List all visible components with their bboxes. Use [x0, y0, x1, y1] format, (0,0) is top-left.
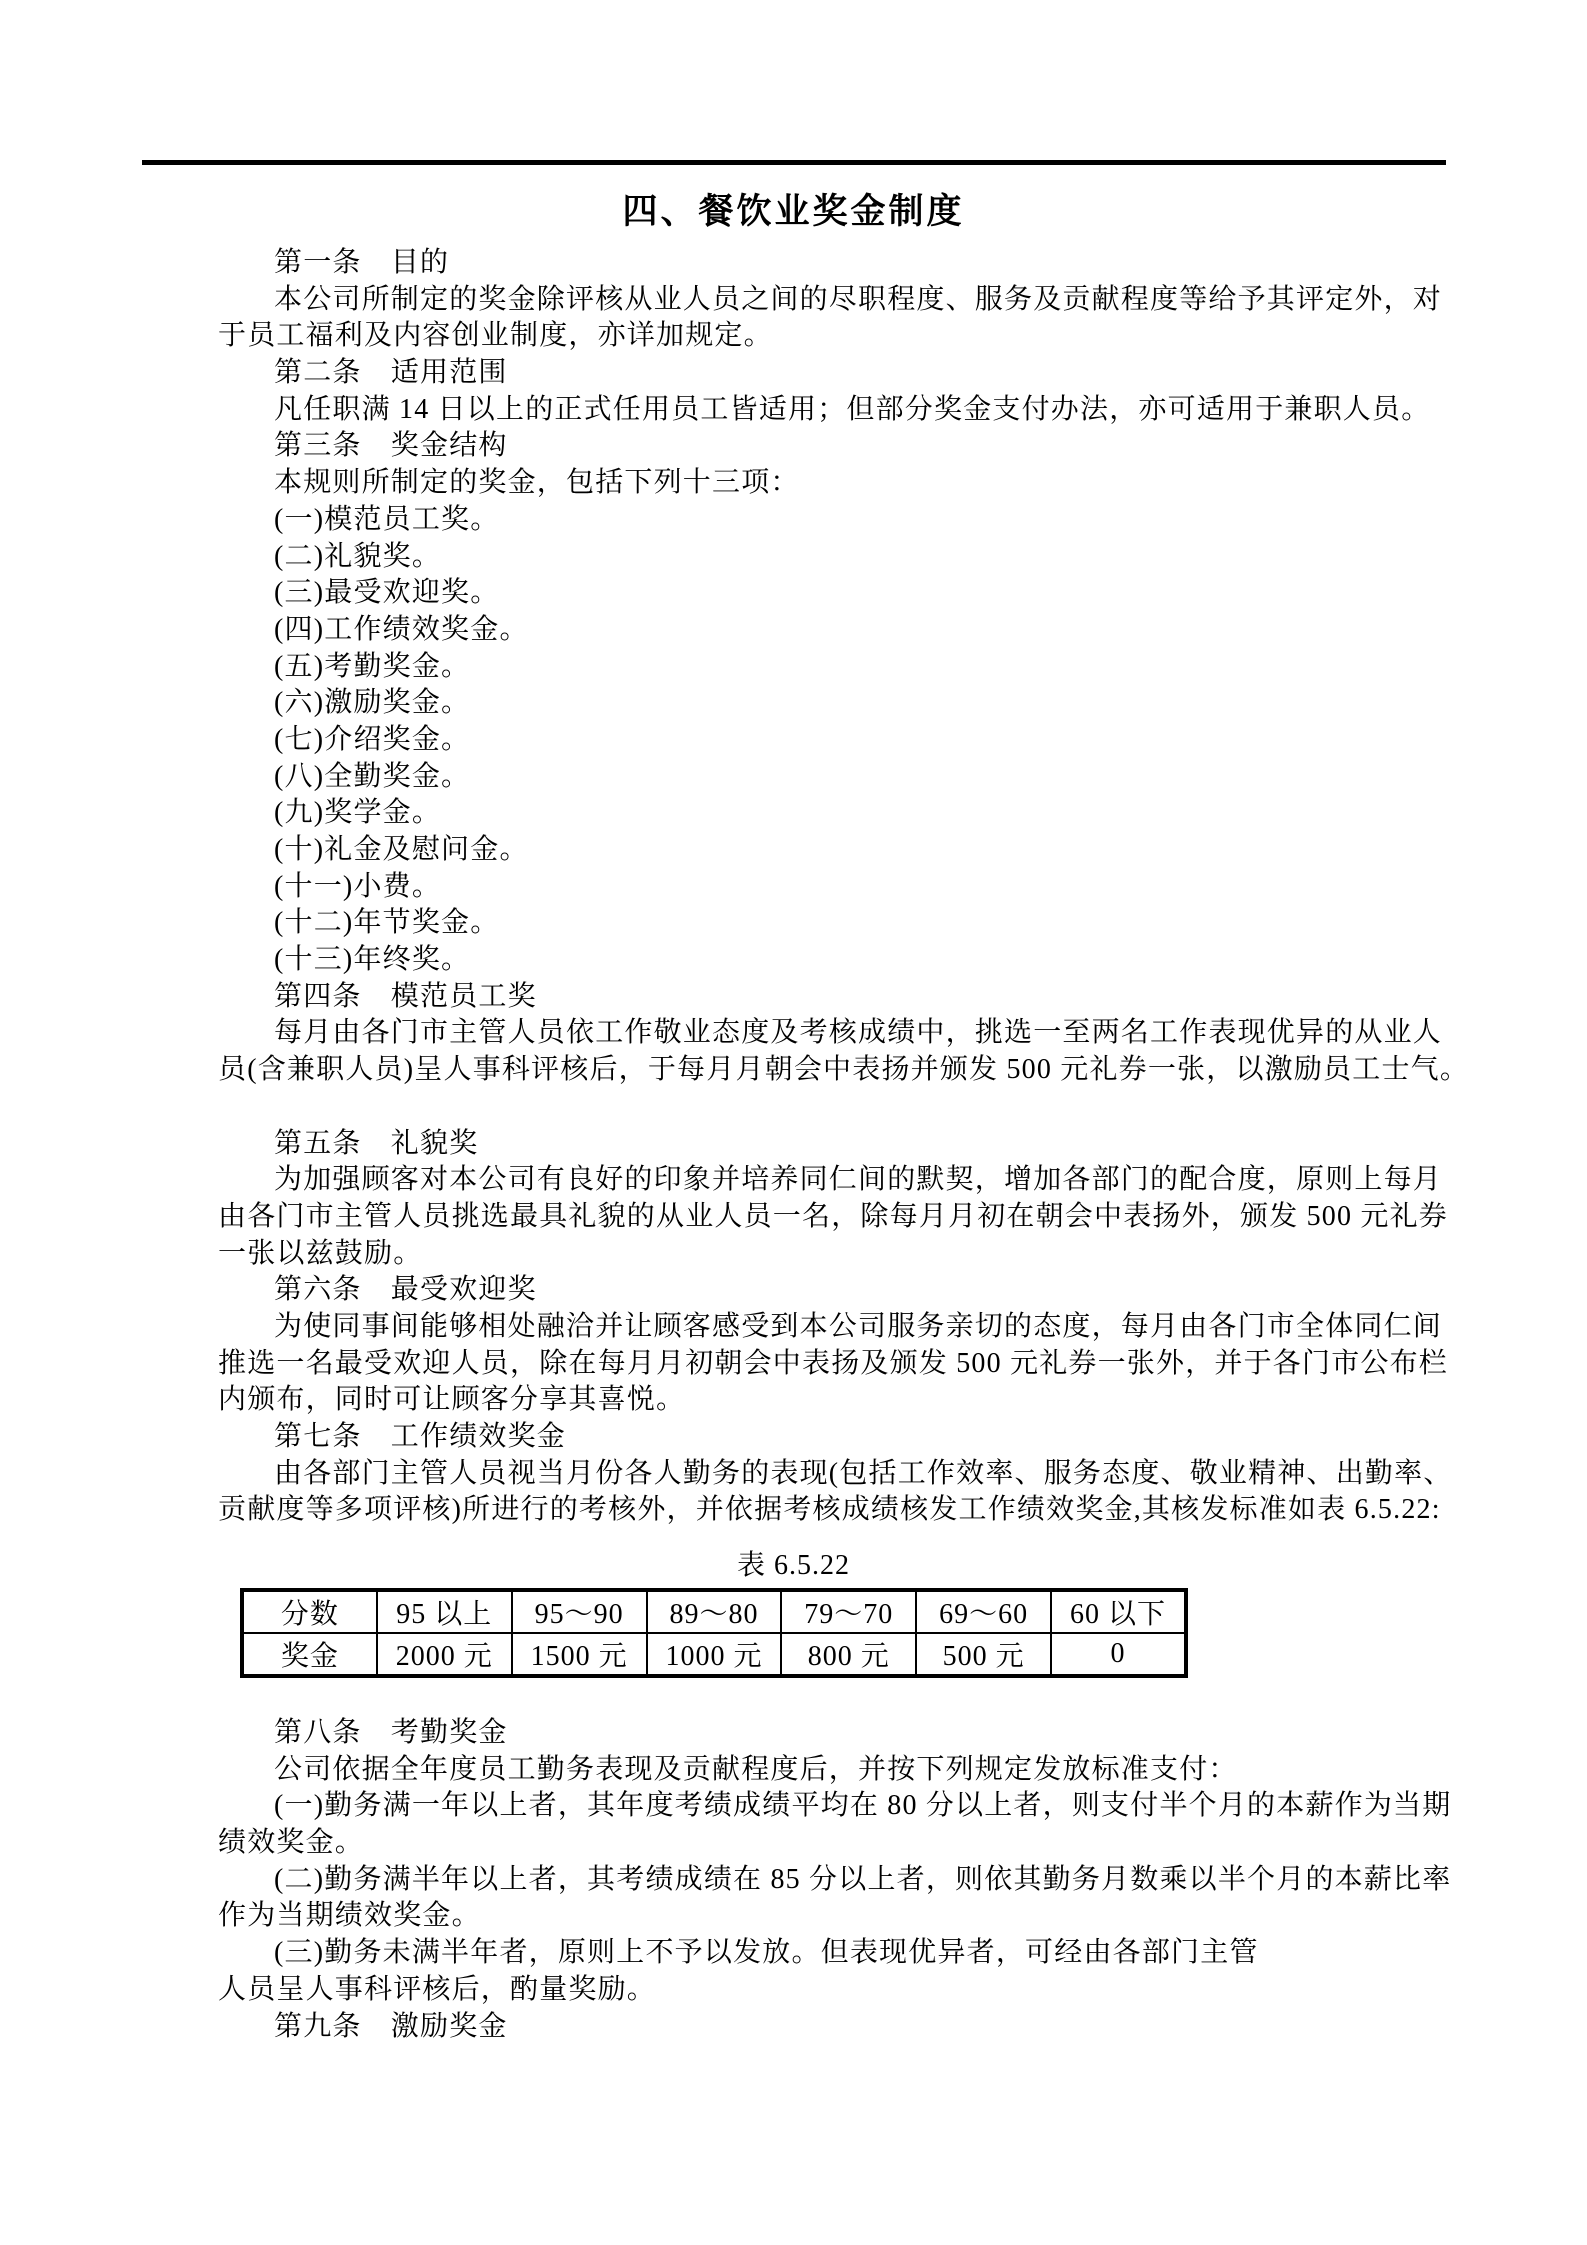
text-line: (七)介绍奖金。 [274, 723, 471, 755]
table-data-cell: 95～90 [512, 1590, 647, 1633]
text-line: (十)礼金及慰问金。 [274, 834, 529, 865]
text-line: (二)勤务满半年以上者，其考绩成绩在 85 分以上者，则依其勤务月数乘以半个月的本薪比率 [274, 1863, 1452, 1895]
table-data-cell: 2000 元 [377, 1633, 512, 1676]
table-data-cell: 95 以上 [377, 1590, 512, 1633]
table-data-cell: 89～80 [647, 1590, 782, 1633]
table-caption: 表 6.5.22 [736, 1550, 850, 1581]
table-data-cell: 1000 元 [647, 1633, 782, 1676]
page-title: 四、餐饮业奖金制度 [622, 192, 965, 231]
header-rule [142, 160, 1446, 165]
text-line: (五)考勤奖金。 [274, 650, 471, 682]
text-line: 第五条 礼貌奖 [274, 1127, 479, 1159]
text-line: 第四条 模范员工奖 [274, 980, 537, 1012]
text-line [218, 1089, 1478, 1126]
table-data-cell: 500 元 [916, 1633, 1051, 1676]
text-line: (二)礼貌奖。 [274, 540, 442, 572]
text-line: 员(含兼职人员)呈人事科评核后，于每月月朝会中表扬并颁发 500 元礼券一张，以激励员工士气。 [218, 1054, 1470, 1086]
text-line: (九)奖学金。 [274, 797, 442, 829]
text-line: 由各部门主管人员视当月份各人勤务的表现(包括工作效率、服务态度、敬业精神、出勤率、 [274, 1457, 1453, 1489]
text-line: 第一条 目的 [274, 247, 450, 278]
text-line: (一)勤务满一年以上者，其年度考绩成绩平均在 80 分以上者，则支付半个月的本薪作为当期 [274, 1790, 1452, 1822]
text-line: 推选一名最受欢迎人员，除在每月月初朝会中表扬及颁发 500 元礼券一张外，并于各门市公布栏 [218, 1347, 1449, 1379]
text-line: (十二)年节奖金。 [274, 907, 500, 939]
table-row-header-cell: 分数 [242, 1590, 377, 1633]
table-data-cell: 79～70 [781, 1590, 916, 1633]
text-line: 人员呈人事科评核后，酌量奖励。 [218, 1973, 657, 2005]
table-row [242, 1590, 1186, 1633]
text-line: 绩效奖金。 [218, 1827, 365, 1859]
text-line: 第八条 考勤奖金 [274, 1717, 508, 1748]
text-line: 为加强顾客对本公司有良好的印象并培养同仁间的默契，增加各部门的配合度，原则上每月 [274, 1164, 1443, 1196]
text-line: 第九条 激励奖金 [274, 2010, 508, 2042]
text-line: (四)工作绩效奖金。 [274, 613, 529, 645]
text-line: 本公司所制定的奖金除评核从业人员之间的尽职程度、服务及贡献程度等给予其评定外，对 [274, 283, 1443, 315]
text-line: 公司依据全年度员工勤务表现及贡献程度后，并按下列规定发放标准支付： [274, 1753, 1238, 1785]
bonus-score-table [240, 1588, 1188, 1678]
table-data-cell: 69～60 [916, 1590, 1051, 1633]
text-line: 第二条 适用范围 [274, 357, 508, 389]
text-line: 一张以兹鼓励。 [218, 1237, 423, 1269]
text-line: (三)勤务未满半年者，原则上不予以发放。但表现优异者，可经由各部门主管 [274, 1937, 1259, 1969]
table-data-cell: 800 元 [781, 1633, 916, 1676]
table-data-cell: 0 [1051, 1633, 1186, 1676]
text-line: (三)最受欢迎奖。 [274, 577, 500, 609]
table-row [242, 1633, 1186, 1676]
text-line: 第三条 奖金结构 [274, 430, 508, 462]
text-line: 贡献度等多项评核)所进行的考核外，并依据考核成绩核发工作绩效奖金,其核发标准如表 6.5.22: [218, 1494, 1441, 1526]
text-line: 为使同事间能够相处融洽并让顾客感受到本公司服务亲切的态度，每月由各门市全体同仁间 [274, 1310, 1443, 1342]
text-line: 第六条 最受欢迎奖 [274, 1274, 537, 1306]
text-line: (八)全勤奖金。 [274, 760, 471, 792]
table-data-cell: 1500 元 [512, 1633, 647, 1676]
text-line: 本规则所制定的奖金，包括下列十三项： [274, 467, 800, 499]
bonus-score-table-body [242, 1590, 1186, 1676]
text-line: 每月由各门市主管人员依工作敬业态度及考核成绩中，挑选一至两名工作表现优异的从业人 [274, 1017, 1443, 1049]
text-line: (六)激励奖金。 [274, 687, 471, 719]
text-line: 第七条 工作绩效奖金 [274, 1421, 567, 1452]
text-line: 于员工福利及内容创业制度，亦详加规定。 [218, 320, 773, 352]
text-line: 作为当期绩效奖金。 [218, 1900, 481, 1932]
text-line: (十一)小费。 [274, 870, 442, 902]
article-text-upper [218, 245, 1478, 1529]
text-line: (十三)年终奖。 [274, 944, 471, 976]
text-line: 凡任职满 14 日以上的正式任用员工皆适用；但部分奖金支付办法，亦可适用于兼职人员。 [274, 393, 1431, 425]
text-line: 由各门市主管人员挑选最具礼貌的从业人员一名，除每月月初在朝会中表扬外，颁发 500 元礼券 [218, 1200, 1449, 1232]
table-row-header-cell: 奖金 [242, 1633, 377, 1676]
text-line: (一)模范员工奖。 [274, 503, 500, 535]
text-line: 内颁布，同时可让顾客分享其喜悦。 [218, 1384, 686, 1416]
table-data-cell: 60 以下 [1051, 1590, 1186, 1633]
article-text-lower [218, 1715, 1478, 2045]
